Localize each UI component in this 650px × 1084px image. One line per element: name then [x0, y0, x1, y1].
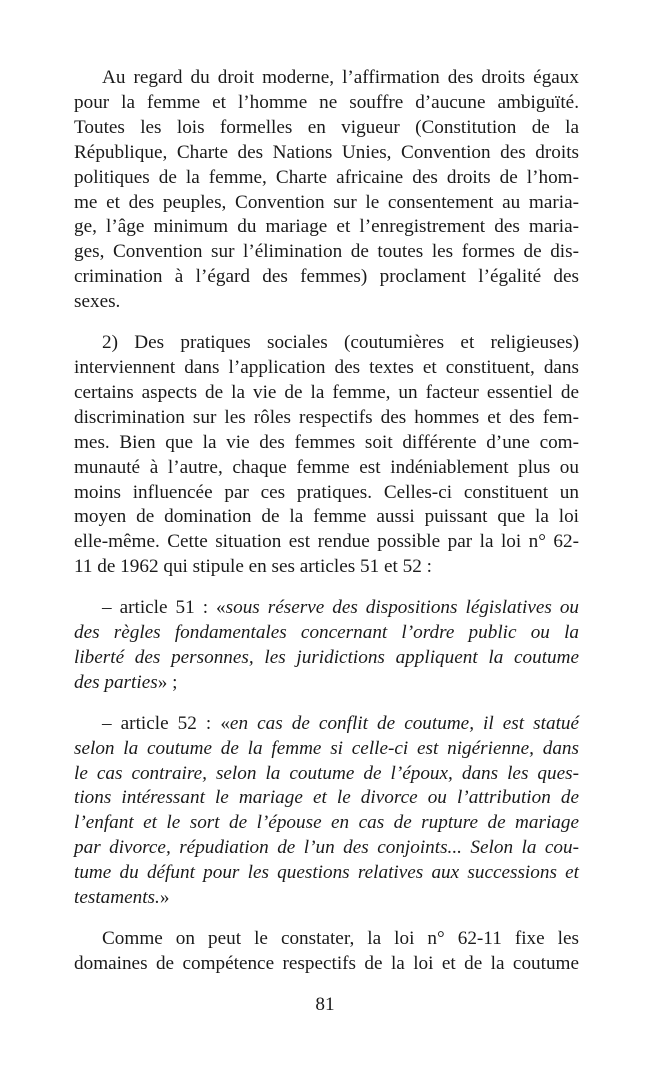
text-line	[74, 886, 579, 911]
text-line: 11 de 1962 qui stipule en ses articles 51 et 52 :	[74, 556, 432, 578]
quote-text: des règles fondamentales concernant l’ordre public ou la	[74, 622, 579, 644]
text-line: Au regard du droit moderne, l’affirmation des droits égaux	[102, 67, 579, 88]
quote-text: l’enfant et le sort de l’épouse en cas de rupture de mariage	[74, 812, 579, 834]
text-line	[74, 596, 579, 621]
text-line	[74, 762, 579, 787]
quote-close: »	[159, 887, 170, 909]
quote-text: tions intéressant le mariage et le divorce ou l’attribution de	[74, 787, 579, 809]
text-line: crimination à l’égard des femmes) proclament l’égalité des	[74, 266, 579, 288]
text-line: République, Charte des Nations Unies, Convention des droits	[74, 141, 579, 163]
text-line: Comme on peut le constater, la loi n° 62-11 fixe les	[102, 928, 579, 949]
quote-article-52	[74, 712, 579, 911]
text-line: politiques de la femme, Charte africaine des droits de l’hom-	[74, 166, 579, 188]
text-line	[74, 712, 579, 737]
quote-text: sous réserve des dispositions législatives ou	[225, 597, 580, 619]
quote-text: en cas de conflit de coutume, il est statué	[229, 712, 580, 734]
text-line: discrimination sur les rôles respectifs des hommes et des fem-	[74, 406, 579, 428]
text-line: mes. Bien que la vie des femmes soit différente d’une com-	[74, 431, 579, 453]
text-line: sexes.	[74, 291, 121, 313]
text-line	[74, 737, 579, 762]
paragraph-equal-rights	[74, 66, 579, 315]
text-line	[74, 836, 579, 861]
text-line: Toutes les lois formelles en vigueur (Constitution de la	[74, 116, 579, 138]
quote-text: tume du défunt pour les questions relatives aux successions et	[74, 862, 579, 884]
quote-text: des parties	[74, 671, 158, 693]
quote-text: testaments.	[74, 887, 160, 909]
article-52-label: – article 52 : «	[102, 712, 230, 734]
text-line: moyen de domination de la femme aussi puissant que la loi	[74, 506, 579, 528]
text-line	[74, 671, 579, 696]
text-line: ge, l’âge minimum du mariage et l’enregistrement des maria-	[74, 216, 579, 238]
quote-text: liberté des personnes, les juridictions appliquent la coutume	[74, 646, 579, 668]
text-line	[74, 861, 579, 886]
paragraph-closing	[74, 927, 579, 977]
quote-text: le cas contraire, selon la coutume de l’époux, dans les ques-	[74, 762, 579, 784]
text-line	[74, 646, 579, 671]
text-line: me et des peuples, Convention sur le consentement au maria-	[74, 191, 579, 213]
quote-article-51	[74, 596, 579, 696]
page-body	[74, 66, 579, 993]
paragraph-social-practices	[74, 331, 579, 580]
text-line	[74, 811, 579, 836]
text-line	[74, 786, 579, 811]
quote-text: selon la coutume de la femme si celle-ci est nigérienne, dans	[74, 737, 579, 759]
text-line: munauté à l’autre, chaque femme est indéniablement plus ou	[74, 456, 579, 478]
text-line: ges, Convention sur l’élimination de toutes les formes de dis-	[74, 241, 579, 263]
text-line: domaines de compétence respectifs de la loi et de la coutume	[74, 952, 579, 974]
quote-text: par divorce, répudiation de l’un des conjoints... Selon la cou-	[74, 837, 579, 859]
text-line	[74, 621, 579, 646]
article-51-label: – article 51 : «	[102, 597, 226, 619]
text-line: pour la femme et l’homme ne souffre d’aucune ambiguïté.	[74, 91, 579, 113]
text-line: elle-même. Cette situation est rendue possible par la loi n° 62-	[74, 531, 579, 553]
page-number: 81	[315, 994, 335, 1015]
text-line: 2) Des pratiques sociales (coutumières et religieuses)	[102, 332, 579, 354]
text-line: certains aspects de la vie de la femme, un facteur essentiel de	[74, 381, 579, 403]
text-line: interviennent dans l’application des textes et constituent, dans	[74, 356, 579, 378]
text-line: moins influencée par ces pratiques. Celles-ci constituent un	[74, 481, 579, 503]
quote-close: » ;	[157, 671, 178, 693]
